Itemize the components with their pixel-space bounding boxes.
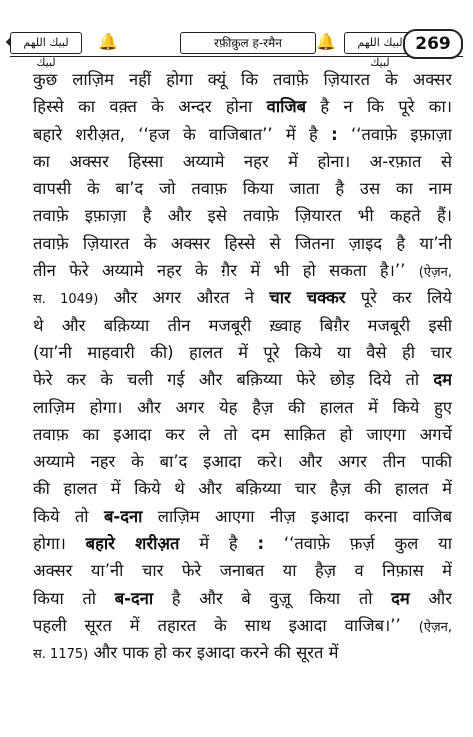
text-line: लाज़िम होगा। और अगर येह हैज़ की हालत में किये हुए [33, 397, 452, 417]
text-line: तवाफ़ का इआदा कर ले तो दम साक़ित हो जाएगा अगर्चे [33, 424, 452, 444]
bold-term: : [331, 124, 338, 144]
header-right-badge: لبيك اللهم لبيك [344, 32, 416, 54]
header-left-badge: لبيك اللهم لبيك [10, 32, 82, 54]
page-number: 269 [403, 29, 463, 59]
bell-icon: 🔔 [316, 32, 336, 51]
text-line: स. 1049) और अगर औरत ने चार चक्कर पूरे कर लिये [33, 288, 452, 308]
citation-ref: (ऐज़न, [418, 619, 452, 635]
bold-term: ब-दना [103, 506, 143, 526]
text-line: बहारे शरीअ़त, ‘‘हज के वाजिबात’’ में है : ‘‘तवाफ़े इफ़ाज़ा [33, 124, 452, 144]
text-line: (या’नी माहवारी की) हालत में पूरे किये या वैसे ही चार [33, 342, 452, 362]
text-line: किया तो ब-दना है और बे वुज़ू किया तो दम और [33, 588, 452, 608]
bold-term: : [257, 534, 265, 554]
text-line: थे और बक़िय्या तीन मजबूरी ख़्वाह बिग़ैर मजबूरी इसी [33, 315, 452, 335]
text-line: की हालत में किये थे और बक़िय्या चार हैज़ की हालत में [33, 479, 452, 499]
text-line: कुछ लाज़िम नहीं होगा क्यूं कि तवाफ़े ज़ियारत के अक्सर [33, 70, 452, 89]
bell-icon: 🔔 [98, 32, 118, 51]
text-line: तीन फेरे अय्यामे नहर के ग़ैर में भी हो सकता है।’’ (ऐज़न, [33, 261, 452, 281]
text-line: हिस्से का वक़्त के अन्दर होना वाजिब है न कि पूरे का। [33, 97, 452, 117]
text-line: होगा। बहारे शरीअ़त में है : ‘‘तवाफ़े फ़र्ज़ कुल या [33, 534, 452, 554]
bold-term: दम [391, 588, 410, 608]
citation-ref: स. 1049) [33, 292, 99, 308]
text-line: तवाफ़े ज़ियारत के अक्सर हिस्से से जितना ज़ाइद है या’नी [33, 233, 452, 253]
text-line: किये तो ब-दना लाज़िम आएगा नीज़ इआदा करना वाजिब [33, 506, 452, 526]
bold-term: बहारे शरीअ़त [85, 534, 180, 554]
header-rule [10, 56, 463, 57]
header-title: रफ़ीक़ुल ह-रमैन [180, 32, 316, 54]
text-line: तवाफ़े इफ़ाज़ा है और इसे तवाफ़े ज़ियारत भी कहते हैं। [33, 206, 452, 226]
bold-term: दम [433, 370, 452, 390]
citation-ref: स. 1175) [33, 647, 89, 663]
text-line: फेरे कर के चली गई और बक़िय्या फेरे छोड़ दिये तो दम [33, 370, 452, 390]
page-header [10, 24, 463, 69]
bold-term: वाजिब [266, 97, 307, 117]
text-line: वापसी के बा’द जो तवाफ़ किया जाता है उस का नाम [33, 179, 452, 199]
text-line: पहली सूरत में तहारत के साथ इआदा वाजिब।’’ (ऐज़न, [33, 615, 452, 635]
body-text [33, 66, 452, 667]
text-line: स. 1175) और पाक हो कर इआदा करने की सूरत में [33, 643, 339, 663]
citation-ref: (ऐज़न, [418, 265, 452, 281]
text-line: का अक्सर हिस्सा अय्यामे नहर में होना। अ-रफ़ात से [33, 151, 452, 171]
bold-term: ब-दना [114, 588, 154, 608]
text-line: अक्सर या’नी चार फेरे जनाबत या हैज़ व निफ़ास में [33, 561, 452, 581]
bold-term: चार चक्कर [269, 288, 346, 308]
text-line: अय्यामे नहर के बा’द इआदा करे। और अगर तीन पाकी [33, 452, 452, 472]
